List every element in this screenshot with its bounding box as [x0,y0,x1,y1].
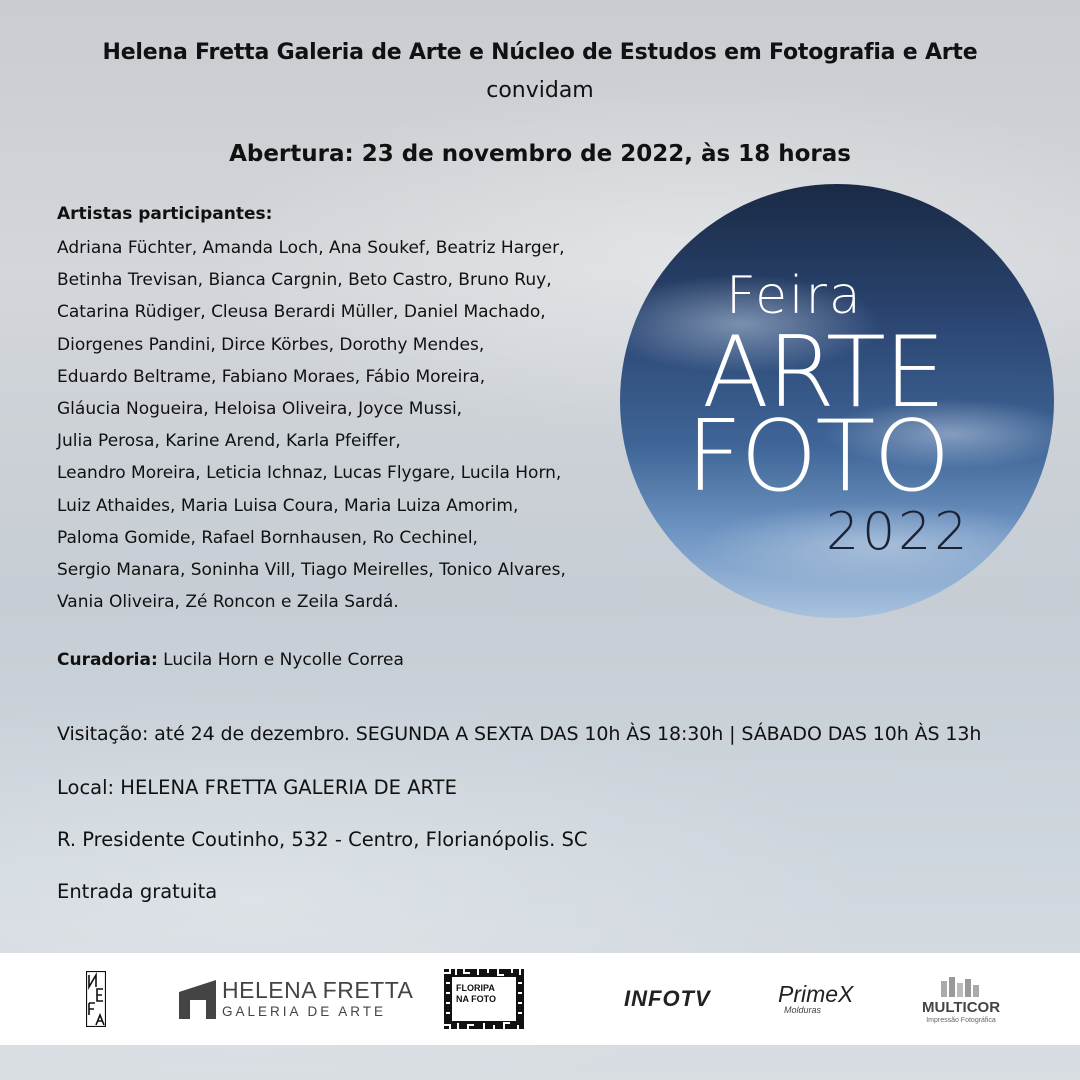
curation-line [57,650,404,670]
entry-info: Entrada gratuita [57,880,218,903]
visiting-hours: Visitação: até 24 de dezembro. SEGUNDA A SEXTA DAS 10h ÀS 18:30h | SÁBADO DAS 10h ÀS 13h [57,723,982,745]
helena-fretta-name: HELENA FRETTA [222,977,414,1004]
artists-line: Julia Perosa, Karine Arend, Karla Pfeiffer, [57,431,401,452]
primex-label: PrimeX [778,981,854,1007]
floripa-line1: FLORIPA [456,983,495,993]
primex-logo [778,953,853,1045]
sponsor-bar [0,953,1080,1045]
multicor-building-icon [931,975,991,997]
logo-word-foto: FOTO [686,400,949,514]
artists-line: Paloma Gomide, Rafael Bornhausen, Ro Cechinel, [57,527,478,548]
artists-line: Betinha Trevisan, Bianca Cargnin, Beto Castro, Bruno Ruy, [57,270,552,291]
page-title: Helena Fretta Galeria de Arte e Núcleo de Estudos em Fotografia e Arte [102,40,978,65]
gallery-arch-icon [178,978,218,1020]
multicor-label: MULTICOR [922,998,1001,1016]
helena-fretta-sub: GALERIA DE ARTE [222,1004,387,1020]
feira-arte-foto-logo [620,184,1054,618]
multicor-logo [922,953,1000,1045]
logo-year: 2022 [826,502,971,562]
artists-line: Eduardo Beltrame, Fabiano Moraes, Fábio Moreira, [57,366,486,387]
artists-line: Luiz Athaides, Maria Luisa Coura, Maria Luiza Amorim, [57,495,519,516]
infotv-label: INFOTV [624,986,711,1011]
artists-line: Leandro Moreira, Leticia Ichnaz, Lucas Flygare, Lucila Horn, [57,463,562,484]
artists-list [57,232,617,618]
venue: Local: HELENA FRETTA GALERIA DE ARTE [57,776,457,799]
floripa-na-foto-logo [444,953,524,1045]
helena-fretta-logo [178,953,413,1045]
artists-heading: Artistas participantes: [57,204,273,224]
curation-names: Lucila Horn e Nycolle Correa [163,650,404,670]
logo-word-feira: Feira [726,266,863,326]
primex-sub: Molduras [784,1005,822,1015]
nefa-logo [86,953,106,1045]
artists-line: Adriana Füchter, Amanda Loch, Ana Soukef, Beatriz Harger, [57,238,565,258]
logo-word-arte: ARTE [702,316,944,430]
infotv-logo [624,953,711,1045]
curation-label: Curadoria: [57,650,158,670]
artists-line: Gláucia Nogueira, Heloisa Oliveira, Joyce Mussi, [57,398,463,419]
nefa-mark-icon [86,971,106,1027]
multicor-sub: Impressão Fotográfica [926,1016,996,1024]
invite-text: convidam [486,78,594,103]
artists-line: Catarina Rüdiger, Cleusa Berardi Müller, Daniel Machado, [57,302,546,323]
artists-line: Diorgenes Pandini, Dirce Körbes, Dorothy Mendes, [57,334,485,355]
artists-line: Sergio Manara, Soninha Vill, Tiago Meirelles, Tonico Alvares, [57,559,566,580]
floripa-line2: NA FOTO [456,994,496,1004]
address: R. Presidente Coutinho, 532 - Centro, Florianópolis. SC [57,828,588,851]
opening-date: Abertura: 23 de novembro de 2022, às 18 horas [229,141,851,167]
artists-line: Vania Oliveira, Zé Roncon e Zeila Sardá. [57,592,399,613]
